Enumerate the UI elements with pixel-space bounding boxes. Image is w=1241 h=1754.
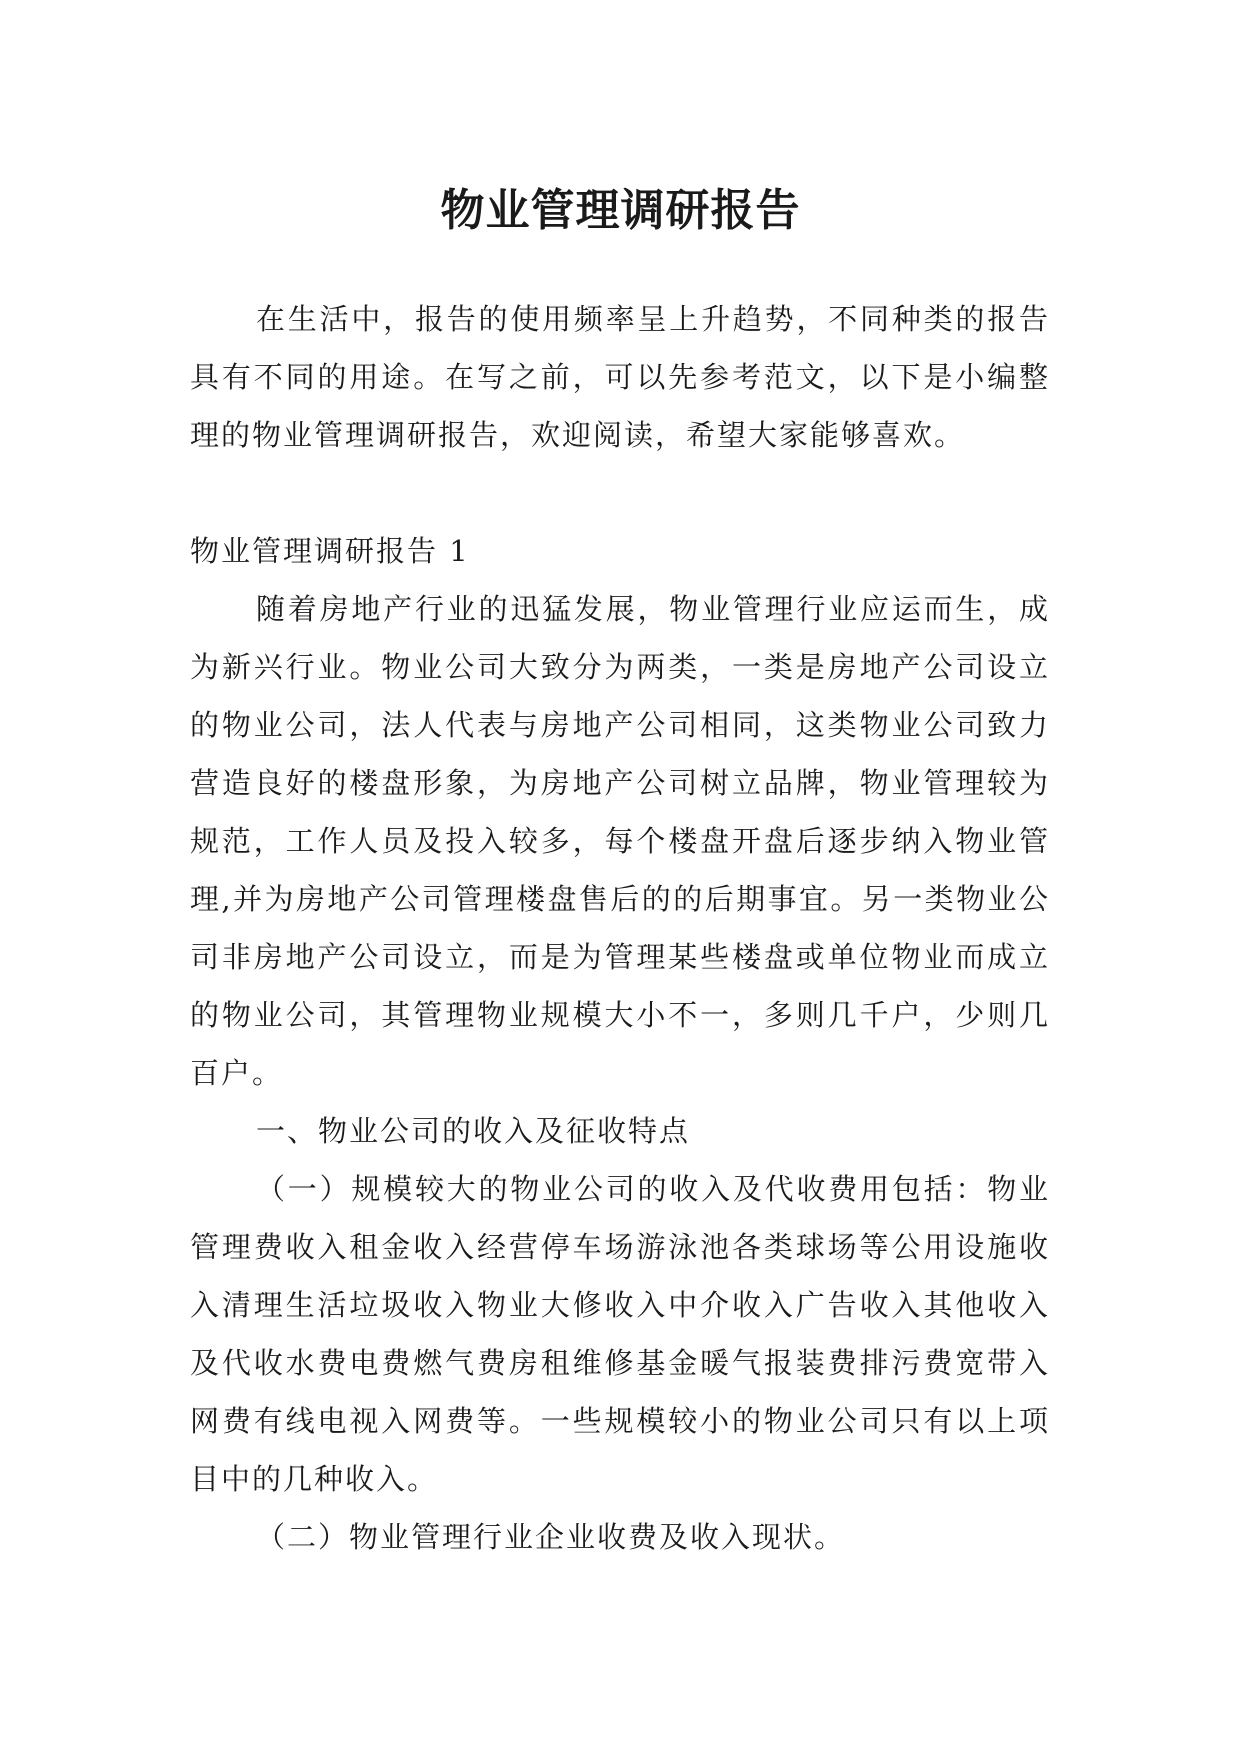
subheading-2: （二）物业管理行业企业收费及收入现状。 — [256, 1520, 846, 1554]
intro-paragraph: 在生活中，报告的使用频率呈上升趋势，不同种类的报告具有不同的用途。在写之前，可以先参考范文，以下是小编整理的物业管理调研报告，欢迎阅读，希望大家能够喜欢。 — [190, 302, 1050, 452]
document-title: 物业管理调研报告 — [440, 185, 801, 237]
body-paragraph-2: （一）规模较大的物业公司的收入及代收费用包括：物业管理费收入租金收入经营停车场游泳池各类球场等公用设施收入清理生活垃圾收入物业大修收入中介收入广告收入其他收入及代收水费电费燃气费房租维修基金暖气报装费排污费宽带入网费有线电视入网费等。一些规模较小的物业公司只有以上项目中的几种收入。 — [190, 1172, 1050, 1496]
body-paragraph-1: 随着房地产行业的迅猛发展，物业管理行业应运而生，成为新兴行业。物业公司大致分为两类，一类是房地产公司设立的物业公司，法人代表与房地产公司相同，这类物业公司致力营造良好的楼盘形象，为房地产公司树立品牌，物业管理较为规范，工作人员及投入较多，每个楼盘开盘后逐步纳入物业管理,并为房地产公司管理楼盘售后的的后期事宜。另一类物业公司非房地产公司设立，而是为管理某些楼盘或单位物业而成立的物业公司，其管理物业规模大小不一，多则几千户，少则几百户。 — [190, 592, 1050, 1090]
section-title: 物业管理调研报告 1 — [190, 534, 470, 568]
subheading-1: 一、物业公司的收入及征收特点 — [256, 1114, 691, 1148]
